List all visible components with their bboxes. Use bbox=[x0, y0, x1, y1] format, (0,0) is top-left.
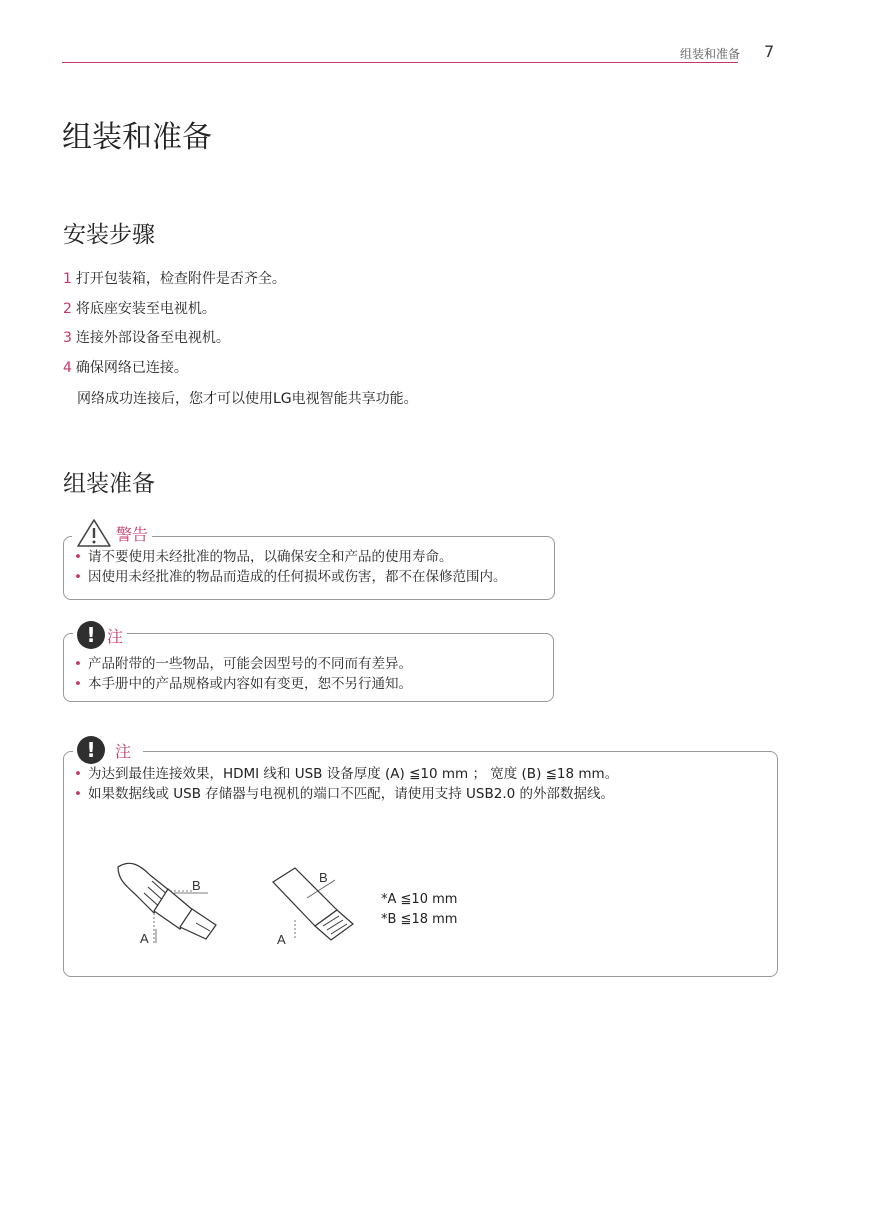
list-item: • 请不要使用未经批准的物品，以确保安全和产品的使用寿命。 bbox=[74, 549, 453, 565]
note-header bbox=[73, 735, 143, 765]
list-item: • 如果数据线或 USB 存储器与电视机的端口不匹配，请使用支持 USB2.0 的外部数据线。 bbox=[74, 786, 615, 802]
assembly-prep-heading: 组装准备 bbox=[63, 471, 155, 497]
hdmi-connector-illustration bbox=[110, 855, 235, 950]
warning-icon bbox=[76, 518, 112, 548]
note-list bbox=[74, 654, 412, 694]
page-title: 组装和准备 bbox=[62, 120, 212, 155]
step-item bbox=[63, 270, 763, 300]
exclamation-icon: ! bbox=[77, 736, 105, 764]
list-item: • 产品附带的一些物品，可能会因型号的不同而有差异。 bbox=[74, 656, 412, 672]
step-note: 网络成功连接后，您才可以使用LG电视智能共享功能。 bbox=[77, 391, 418, 407]
step-text: 连接外部设备至电视机。 bbox=[75, 330, 230, 346]
step-text: 打开包装箱，检查附件是否齐全。 bbox=[75, 271, 286, 287]
step-item bbox=[63, 300, 763, 330]
dimension-label-b: B bbox=[319, 870, 328, 885]
step-number: 4 bbox=[63, 359, 72, 376]
dimension-label-a: A bbox=[140, 931, 149, 946]
step-text: 将底座安装至电视机。 bbox=[75, 300, 216, 317]
usb-stick-illustration bbox=[265, 860, 365, 950]
dimension-label-b: B bbox=[192, 878, 201, 893]
note-header bbox=[73, 620, 127, 650]
step-number: 3 bbox=[63, 330, 72, 346]
warning-label: 警告 bbox=[116, 524, 149, 544]
step-number: 2 bbox=[63, 300, 72, 317]
step-text: 确保网络已连接。 bbox=[75, 359, 188, 376]
warning-list bbox=[74, 547, 506, 587]
note-label: 注 bbox=[107, 626, 124, 646]
note-list bbox=[74, 764, 618, 804]
list-item: • 本手册中的产品规格或内容如有变更，恕不另行通知。 bbox=[74, 676, 412, 692]
step-number: 1 bbox=[63, 271, 72, 287]
spec-width: *B ≦18 mm bbox=[381, 912, 458, 927]
list-item: • 为达到最佳连接效果，HDMI 线和 USB 设备厚度 (A) ≦10 mm ； 宽度 (B) ≦18 mm。 bbox=[74, 766, 619, 782]
header-divider bbox=[62, 62, 738, 63]
warning-header bbox=[72, 517, 152, 549]
step-item bbox=[63, 329, 763, 359]
note-label: 注 bbox=[115, 741, 132, 761]
install-steps-heading: 安装步骤 bbox=[63, 222, 155, 248]
running-header-section: 组装和准备 bbox=[679, 47, 740, 61]
note-box bbox=[63, 633, 554, 702]
list-item: • 因使用未经批准的物品而造成的任何损坏或伤害，都不在保修范围内。 bbox=[74, 569, 507, 585]
step-item bbox=[63, 359, 763, 389]
install-steps-list bbox=[63, 270, 763, 388]
page-number: 7 bbox=[764, 42, 775, 61]
spec-thickness: *A ≦10 mm bbox=[381, 892, 458, 907]
exclamation-icon: ! bbox=[77, 621, 105, 649]
dimension-label-a: A bbox=[277, 932, 286, 947]
